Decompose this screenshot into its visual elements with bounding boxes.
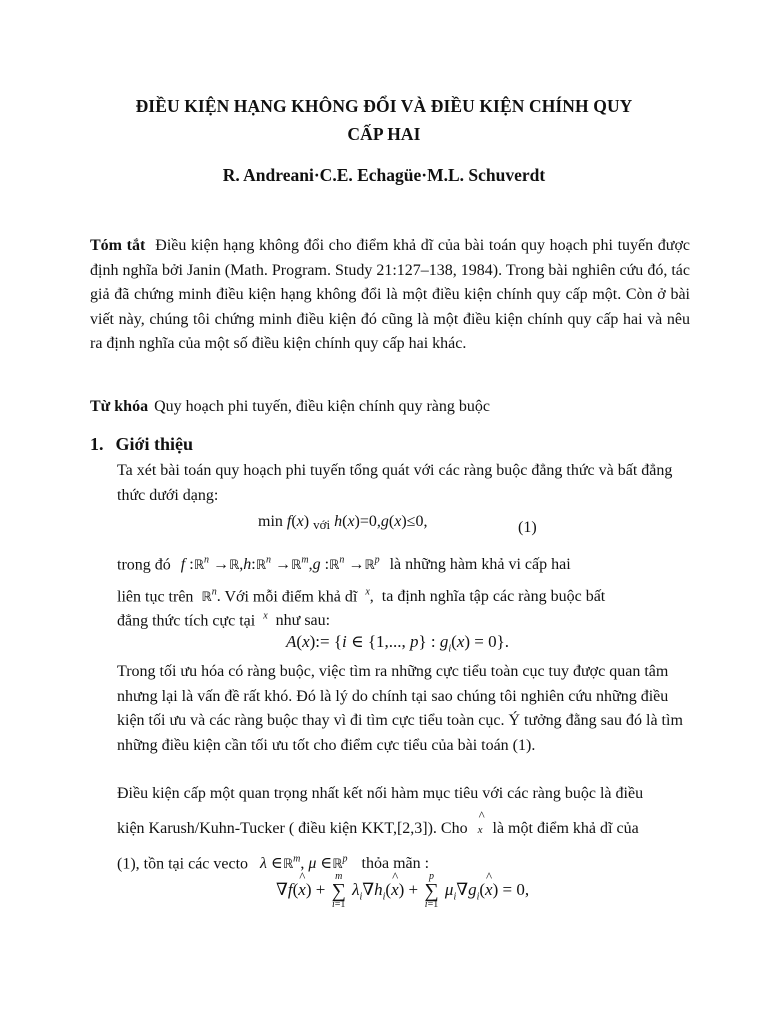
keywords <box>90 395 690 419</box>
para7-text-a: kiện Karush/Kuhn-Tucker ( điều kiện KKT,[2,3]). Cho <box>117 820 468 837</box>
abstract-text: Điều kiện hạng không đổi cho điểm khả dĩ của bài toán quy hoạch phi tuyến được định nghĩa bởi Janin (Math. Program. Study 21:127–138, 1984). Trong bài nghiên cứu đó, tác giả đã chứng minh điều kiện hạng không đổi là một điều kiện chính quy cấp một. Còn ở bài viết này, chúng tôi chứng minh điều kiện đó cũng là một điều kiện chính quy cấp hai và nêu ra định nghĩa của một số điều kiện chính quy cấp hai khác. <box>90 237 691 352</box>
para8-text-a: (1), tồn tại các vecto <box>117 855 249 873</box>
equation-kkt: ∇f(^ x) + m ∑ i=1 $\lambda_i\nabla h_i(\^{}$ x) + p ∑ i=1 $\mu_i\nabla g_i(\^{}$ x) = 0, <box>276 872 529 910</box>
paragraph-vectors: (1), tồn tại các vecto λ ∈ℝ$^m$, μ ∈ℝ$^p$ thỏa mãn : <box>117 854 430 873</box>
paper-title <box>90 92 678 148</box>
equation-1-label: (1) <box>518 519 537 536</box>
equation-active-set: A(x):= {i ∈ {1,..., p} : $g_i(x) = 0$}. <box>286 632 510 655</box>
para3-text-b: Với mỗi điểm khả dĩ <box>224 588 358 606</box>
paragraph-continuity: liên tục trên ℝ$^n$. Với mỗi điểm khả dĩ $^x$, ta định nghĩa tập các ràng buộc bất <box>117 587 606 606</box>
paragraph-active: đẳng thức tích cực tại $^x$ như sau: <box>117 611 331 630</box>
para2-text-b: là những hàm khả vi cấp hai <box>389 556 571 574</box>
eq1-min: min <box>258 513 283 530</box>
para4-text-b: như sau: <box>275 612 331 630</box>
paragraph-first-order: Điều kiện cấp một quan trọng nhất kết nối hàm mục tiêu với các ràng buộc là điều <box>117 785 644 802</box>
paragraph-intro: Ta xét bài toán quy hoạch phi tuyến tổng quát với các ràng buộc đẳng thức và bất đẳng thức dưới dạng: <box>117 462 673 504</box>
para2-text-a: trong đó <box>117 556 171 574</box>
x-hat-symbol: ^ x <box>478 817 483 842</box>
section-number: 1. <box>90 434 104 454</box>
paragraph-kkt <box>117 817 639 842</box>
title-line-1: ĐIỀU KIỆN HẠNG KHÔNG ĐỔI VÀ ĐIỀU KIỆN CHÍNH QUY <box>135 96 633 116</box>
authors: R. Andreani·C.E. Echagüe·M.L. Schuverdt <box>222 165 546 185</box>
para4-text-a: đẳng thức tích cực tại <box>117 612 256 630</box>
paragraph-optimization: Trong tối ưu hóa có ràng buộc, việc tìm ra những cực tiểu toàn cục tuy được quan tâm nhưng lại là vấn đề rất khó. Đó là lý do chính tại sao chúng tôi nghiên cứu những điều kiện tối ưu và các ràng buộc thay vì đi tìm cực tiểu toàn cục. Ý tưởng đằng sau đó là tìm những điều kiện cần tối ưu tốt cho điểm cực tiểu của bài toán (1). <box>117 663 683 754</box>
title-line-2: CẤP HAI <box>347 124 421 144</box>
abstract-label: Tóm tắt <box>90 237 146 254</box>
para3-text-c: ta định nghĩa tập các ràng buộc bất <box>381 588 606 606</box>
para3-text-a: liên tục trên <box>117 588 194 606</box>
para8-text-b: thỏa mãn : <box>361 855 430 873</box>
keywords-label: Từ khóa <box>90 398 149 415</box>
abstract <box>90 234 690 357</box>
section-title: Giới thiệu <box>115 434 193 454</box>
para7-text-b: là một điểm khả dĩ của <box>492 820 639 837</box>
section-heading <box>90 432 193 456</box>
paragraph-functions: trong đó f :ℝ$^n$ →ℝ,h:ℝ$^n$ →ℝ$^m$,g :ℝ$^n$ →ℝ$^p$ là những hàm khả vi cấp hai <box>117 555 571 574</box>
keywords-text: Quy hoạch phi tuyến, điều kiện chính quy ràng buộc <box>154 398 490 415</box>
eq1-voi: với <box>313 517 331 532</box>
equation-1: min f(x) với h(x)=0,g(x)≤0, <box>258 513 428 532</box>
